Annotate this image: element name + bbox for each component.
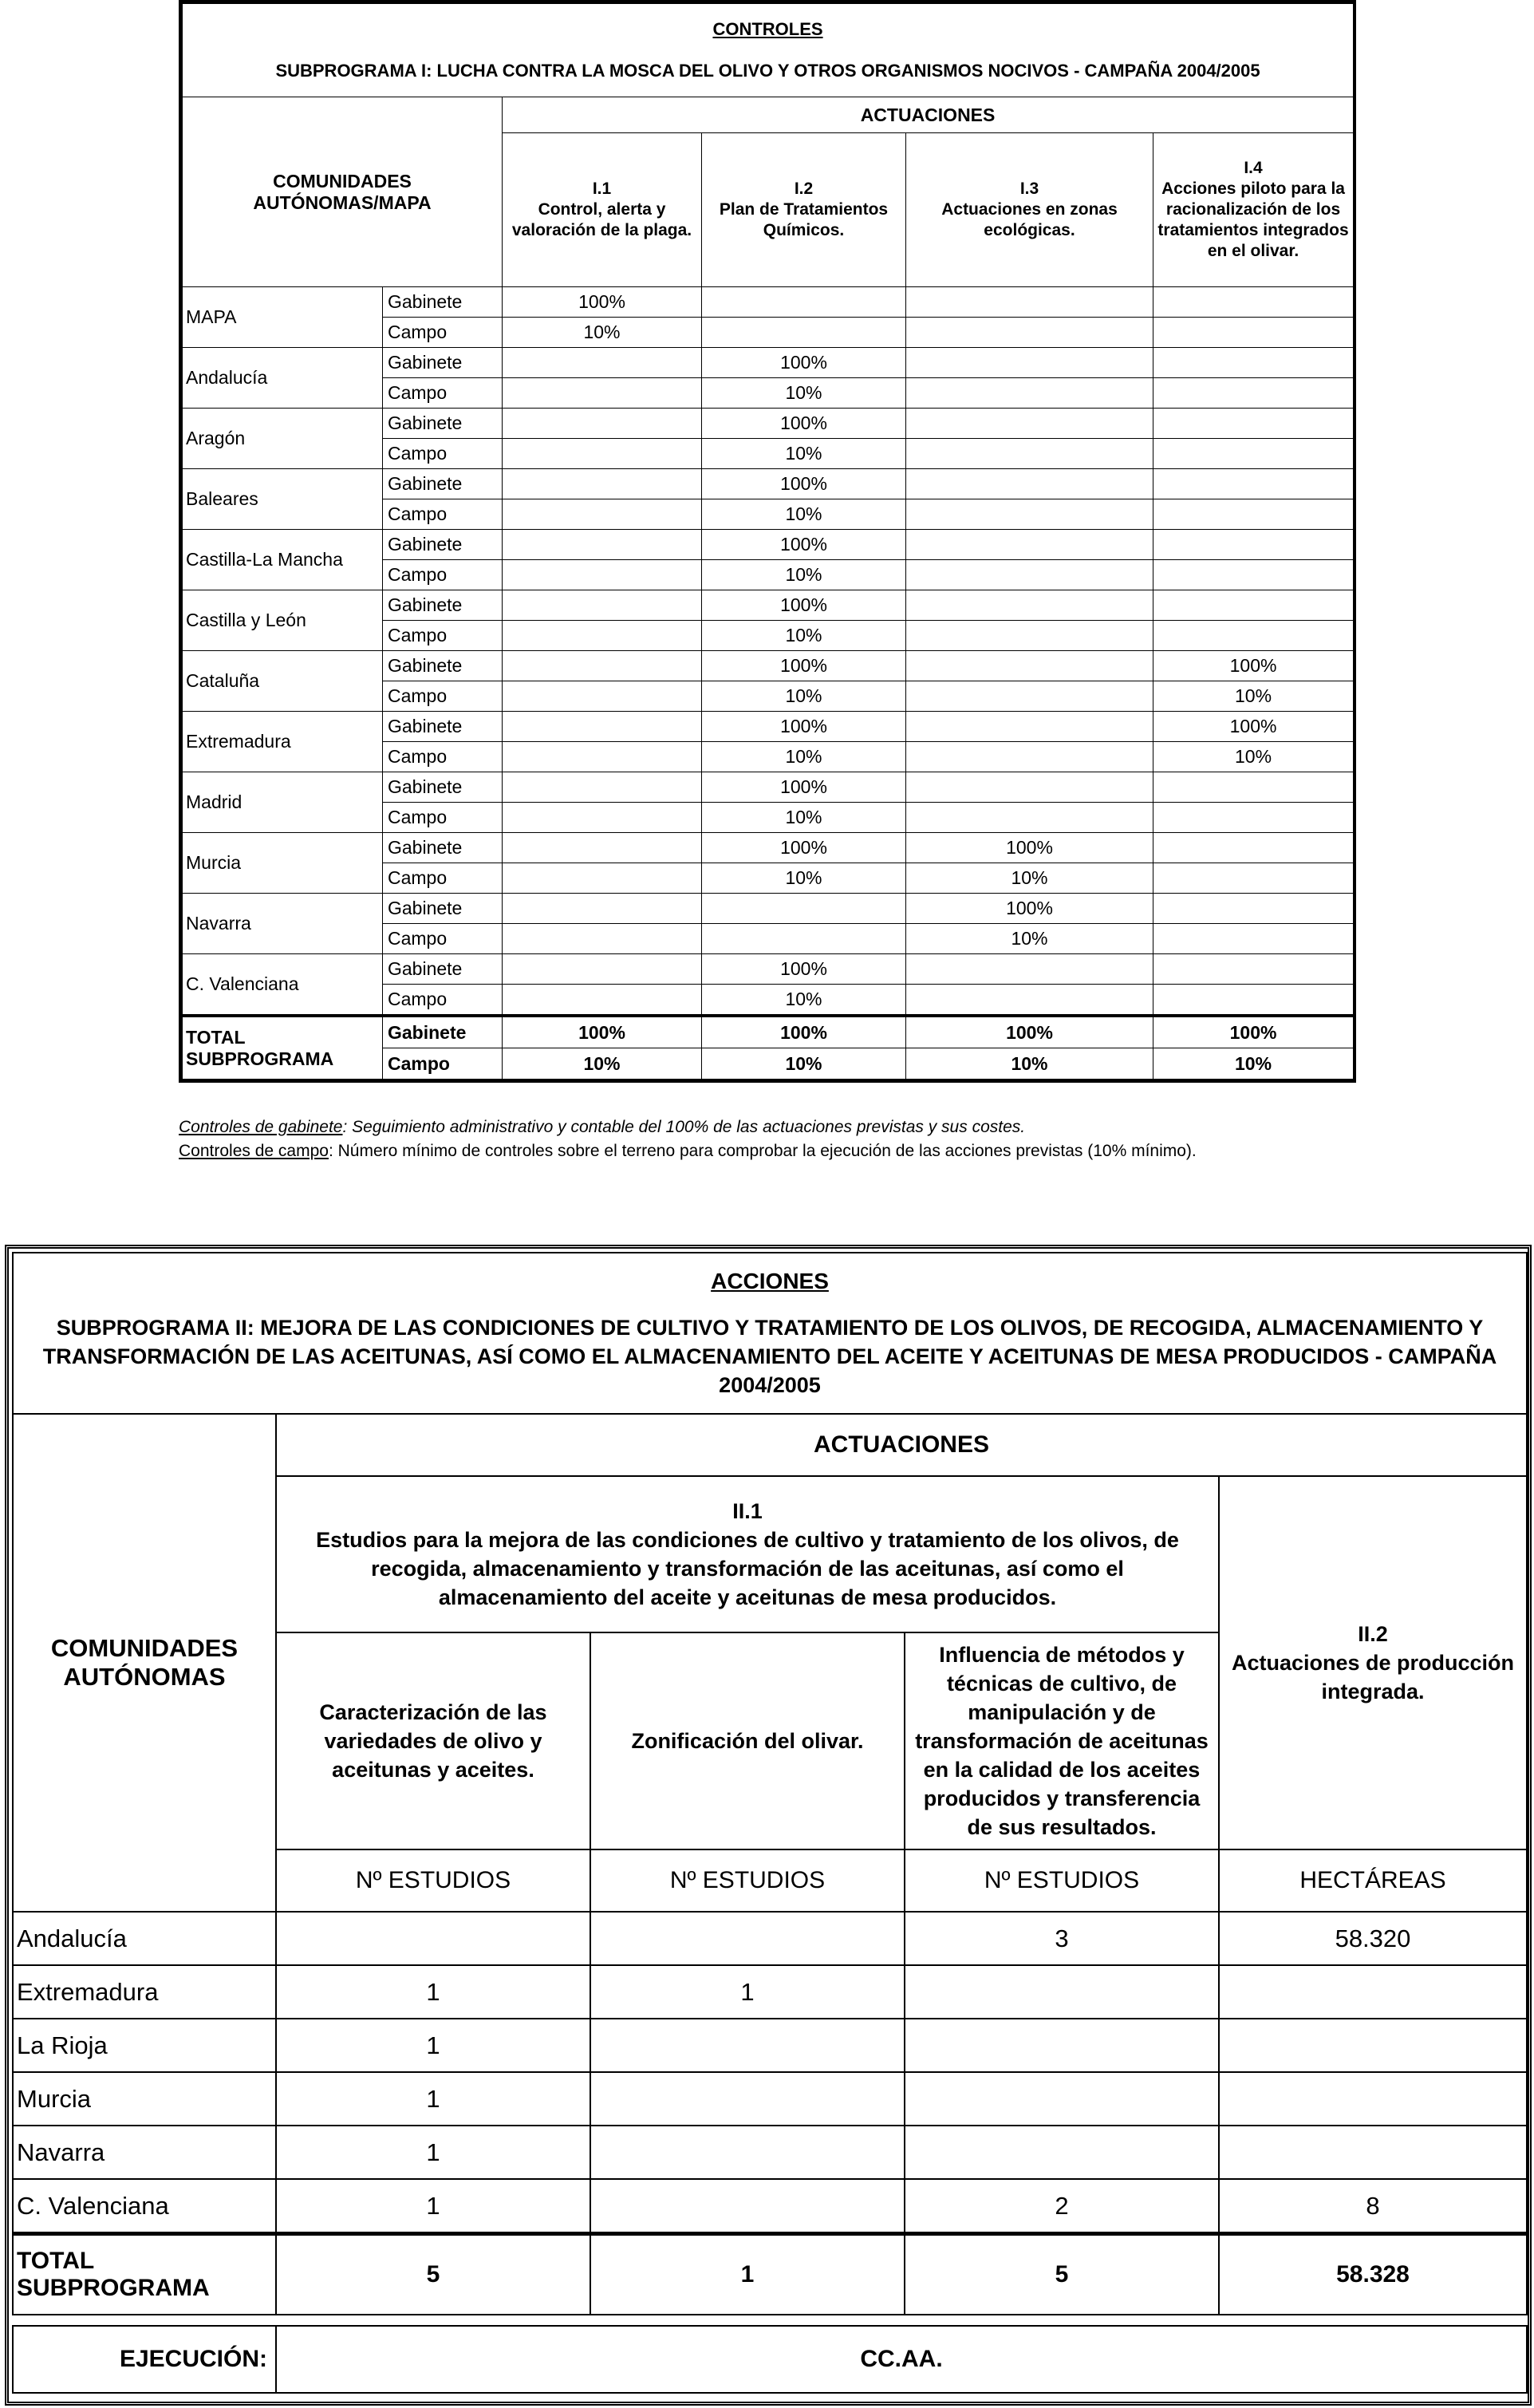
table-cell (503, 530, 702, 560)
control-type: Campo (383, 439, 503, 469)
total-type: Campo (383, 1048, 503, 1080)
table-cell (1153, 318, 1354, 348)
table-cell (906, 985, 1153, 1016)
table-cell (503, 803, 702, 833)
table1-subtitle: SUBPROGRAMA I: LUCHA CONTRA LA MOSCA DEL OLIVO Y OTROS ORGANISMOS NOCIVOS - CAMPAÑA 2004/2005 (275, 61, 1260, 81)
table-cell (503, 590, 702, 621)
unit-header: HECTÁREAS (1219, 1849, 1527, 1912)
table-cell (1153, 985, 1354, 1016)
table-cell (503, 954, 702, 985)
note-campo (179, 1139, 1197, 1163)
table-cell: 2 (905, 2179, 1219, 2234)
table-row (13, 1965, 1527, 2019)
region-name: Baleares (183, 469, 383, 530)
table-cell (503, 439, 702, 469)
ejecucion-value: CC.AA. (276, 2326, 1527, 2393)
comunidades-header: COMUNIDADES AUTÓNOMAS/MAPA (183, 97, 503, 287)
total-type: Gabinete (383, 1016, 503, 1048)
control-type: Campo (383, 560, 503, 590)
region-name: Extremadura (183, 712, 383, 772)
table-cell (906, 681, 1153, 712)
table-cell: 10% (702, 499, 906, 530)
table-cell (503, 894, 702, 924)
control-type: Campo (383, 924, 503, 954)
table-cell (1153, 863, 1354, 894)
table-cell: 100% (702, 469, 906, 499)
total-cell: 100% (906, 1016, 1153, 1048)
table-cell (503, 772, 702, 803)
ejecucion-row (13, 2326, 1527, 2393)
col-i1-text: Control, alerta y valoración de la plaga. (511, 200, 692, 239)
table-cell: 10% (702, 621, 906, 651)
table-cell: 10% (1153, 681, 1354, 712)
table-cell (1153, 560, 1354, 590)
note-gabinete-text: : Seguimiento administrativo y contable del 100% de las actuaciones previstas y sus costes. (342, 1118, 1026, 1136)
ii1-header (276, 1476, 1219, 1632)
table-row (183, 772, 1354, 803)
table-cell (1153, 772, 1354, 803)
control-type: Gabinete (383, 772, 503, 803)
table-cell (1153, 621, 1354, 651)
table-cell: 10% (702, 985, 906, 1016)
table-cell: 10% (702, 681, 906, 712)
note-campo-label: Controles de campo (179, 1142, 329, 1160)
control-type: Campo (383, 985, 503, 1016)
table-cell: 10% (503, 318, 702, 348)
total-cell: 100% (1153, 1016, 1354, 1048)
table-cell (503, 833, 702, 863)
table-row (183, 651, 1354, 681)
table-cell (1153, 833, 1354, 863)
region-name: Castilla-La Mancha (183, 530, 383, 590)
table-row (183, 712, 1354, 742)
table-cell: 10% (906, 863, 1153, 894)
comunidades-header-2: COMUNIDADES AUTÓNOMAS (13, 1414, 276, 1912)
ii2-text: Actuaciones de producción integrada. (1231, 1651, 1515, 1703)
total-cell: 5 (905, 2234, 1219, 2315)
col-i4-code: I.4 (1244, 159, 1263, 177)
note-gabinete-label: Controles de gabinete (179, 1118, 343, 1136)
region-name: Navarra (183, 894, 383, 954)
table-row (183, 348, 1354, 378)
table-cell (1153, 894, 1354, 924)
total-cell: 1 (590, 2234, 905, 2315)
table-cell (906, 499, 1153, 530)
table-cell: 1 (276, 2019, 590, 2072)
col-i3-text: Actuaciones en zonas ecológicas. (941, 200, 1118, 239)
table-cell: 1 (276, 2126, 590, 2179)
control-type: Gabinete (383, 833, 503, 863)
table-cell (906, 318, 1153, 348)
control-type: Campo (383, 318, 503, 348)
region-name: MAPA (183, 287, 383, 348)
table-row (183, 954, 1354, 985)
total-cell: 58.328 (1219, 2234, 1527, 2315)
region-name: C. Valenciana (183, 954, 383, 1016)
region-name: Castilla y León (183, 590, 383, 651)
region-name: C. Valenciana (13, 2179, 276, 2234)
table-cell (702, 287, 906, 318)
table-cell (1219, 2072, 1527, 2126)
table-cell (1219, 2019, 1527, 2072)
control-type: Gabinete (383, 530, 503, 560)
control-type: Gabinete (383, 954, 503, 985)
table-cell (503, 651, 702, 681)
acciones-table-container (5, 1245, 1532, 2406)
region-name: Cataluña (183, 651, 383, 712)
control-type: Gabinete (383, 469, 503, 499)
table-row (183, 894, 1354, 924)
table-cell (906, 651, 1153, 681)
table-cell (906, 772, 1153, 803)
col-i3-code: I.3 (1019, 180, 1039, 198)
table-cell (906, 530, 1153, 560)
table-cell (906, 439, 1153, 469)
table-row (13, 2126, 1527, 2179)
control-type: Gabinete (383, 712, 503, 742)
region-name: La Rioja (13, 2019, 276, 2072)
ii2-code: II.2 (1358, 1622, 1388, 1646)
col-i2-text: Plan de Tratamientos Químicos. (719, 200, 889, 239)
table-cell (503, 742, 702, 772)
total-label: TOTAL SUBPROGRAMA (183, 1016, 383, 1080)
col-i2-header (702, 133, 906, 287)
control-type: Gabinete (383, 287, 503, 318)
table-cell: 8 (1219, 2179, 1527, 2234)
table-cell: 10% (1153, 742, 1354, 772)
table-row (183, 287, 1354, 318)
control-type: Gabinete (383, 590, 503, 621)
total-row (183, 1016, 1354, 1048)
table-cell: 100% (906, 833, 1153, 863)
table-cell (503, 409, 702, 439)
control-type: Gabinete (383, 894, 503, 924)
table1-title-cell (183, 4, 1354, 97)
table-cell (503, 348, 702, 378)
table-cell (503, 924, 702, 954)
table-cell (503, 621, 702, 651)
table-cell (906, 409, 1153, 439)
total-cell: 100% (503, 1016, 702, 1048)
table-cell (905, 2126, 1219, 2179)
table-cell: 1 (276, 1965, 590, 2019)
total-cell: 10% (503, 1048, 702, 1080)
table-cell (1153, 499, 1354, 530)
table-cell (1219, 2126, 1527, 2179)
table2-title-cell (13, 1253, 1527, 1414)
control-type: Campo (383, 742, 503, 772)
table-cell (1153, 469, 1354, 499)
control-type: Campo (383, 499, 503, 530)
table-cell (1153, 803, 1354, 833)
controles-table (182, 3, 1354, 1080)
ii1-code: II.1 (732, 1499, 763, 1523)
total-cell: 100% (702, 1016, 906, 1048)
table-cell: 10% (906, 924, 1153, 954)
table-row (183, 469, 1354, 499)
table-cell (1153, 954, 1354, 985)
table-cell: 100% (702, 712, 906, 742)
table-cell (503, 560, 702, 590)
region-name: Madrid (183, 772, 383, 833)
table-cell: 100% (702, 409, 906, 439)
region-name: Navarra (13, 2126, 276, 2179)
table-cell (906, 590, 1153, 621)
table-cell: 100% (702, 651, 906, 681)
table-row (183, 833, 1354, 863)
ejecucion-label: EJECUCIÓN: (13, 2326, 276, 2393)
table-cell: 58.320 (1219, 1912, 1527, 1965)
table-cell (503, 499, 702, 530)
table-cell (905, 1965, 1219, 2019)
col-i3-header (906, 133, 1153, 287)
table-cell (906, 287, 1153, 318)
total-cell: 5 (276, 2234, 590, 2315)
table-cell (1153, 530, 1354, 560)
actuaciones-header-2: ACTUACIONES (276, 1414, 1527, 1476)
controles-table-container (179, 0, 1356, 1083)
control-type: Campo (383, 621, 503, 651)
table-cell (590, 2126, 905, 2179)
table-cell (702, 894, 906, 924)
notes (179, 1115, 1197, 1163)
table-cell (590, 2019, 905, 2072)
table-cell (503, 985, 702, 1016)
note-campo-text: : Número mínimo de controles sobre el terreno para comprobar la ejecución de las acciones previstas (10% mínimo). (328, 1142, 1197, 1160)
table-row (183, 409, 1354, 439)
actuaciones-header: ACTUACIONES (503, 97, 1354, 133)
region-name: Andalucía (13, 1912, 276, 1965)
unit-header: Nº ESTUDIOS (590, 1849, 905, 1912)
col-i4-header (1153, 133, 1354, 287)
table-cell (906, 560, 1153, 590)
table-row (183, 590, 1354, 621)
table-cell (590, 1912, 905, 1965)
table-cell (1153, 439, 1354, 469)
table-cell (1153, 924, 1354, 954)
note-gabinete (179, 1115, 1197, 1139)
sub-col-influencia: Influencia de métodos y técnicas de cultivo, de manipulación y de transformación de aceitunas en la calidad de los aceites producidos y transferencia de sus resultados. (905, 1632, 1219, 1849)
table-cell: 100% (1153, 651, 1354, 681)
table-row (13, 2072, 1527, 2126)
table-row (13, 2179, 1527, 2234)
table-row (13, 2019, 1527, 2072)
table-cell (1153, 348, 1354, 378)
control-type: Campo (383, 803, 503, 833)
table-cell (1153, 378, 1354, 409)
table-cell (905, 2019, 1219, 2072)
table-cell (590, 2179, 905, 2234)
table-cell: 10% (702, 560, 906, 590)
sub-col-zonificacion: Zonificación del olivar. (590, 1632, 905, 1849)
table-cell: 100% (702, 833, 906, 863)
table-cell (503, 681, 702, 712)
table-cell: 3 (905, 1912, 1219, 1965)
col-i2-code: I.2 (794, 180, 814, 198)
unit-header: Nº ESTUDIOS (905, 1849, 1219, 1912)
table-cell (702, 318, 906, 348)
table-cell: 1 (276, 2179, 590, 2234)
table1-title: CONTROLES (712, 19, 823, 39)
acciones-table (12, 1252, 1528, 2394)
table-cell (702, 924, 906, 954)
table-cell: 100% (702, 590, 906, 621)
table-cell: 100% (702, 772, 906, 803)
table-cell: 100% (503, 287, 702, 318)
table-cell (590, 2072, 905, 2126)
table-cell (503, 469, 702, 499)
table-cell (503, 712, 702, 742)
table-cell (503, 863, 702, 894)
table2-subtitle: SUBPROGRAMA II: MEJORA DE LAS CONDICIONES DE CULTIVO Y TRATAMIENTO DE LOS OLIVOS, DE RECOGIDA, ALMACENAMIENTO Y TRANSFORMACIÓN DE LAS ACEITUNAS, ASÍ COMO EL ALMACENAMIENTO DEL ACEITE Y ACEITUNAS DE MESA PRODUCIDOS - CAMPAÑA 2004/2005 (42, 1316, 1497, 1397)
table-cell (1153, 287, 1354, 318)
control-type: Campo (383, 681, 503, 712)
table-cell (276, 1912, 590, 1965)
table-cell: 10% (702, 863, 906, 894)
table-cell (906, 469, 1153, 499)
table-cell (503, 378, 702, 409)
total-cell: 10% (1153, 1048, 1354, 1080)
total-cell: 10% (702, 1048, 906, 1080)
sub-col-caracterizacion: Caracterización de las variedades de olivo y aceitunas y aceites. (276, 1632, 590, 1849)
table-cell: 10% (702, 803, 906, 833)
table-cell (905, 2072, 1219, 2126)
table-cell: 10% (702, 742, 906, 772)
table-cell: 10% (702, 378, 906, 409)
table-row (13, 1912, 1527, 1965)
ii2-header (1219, 1476, 1527, 1849)
total-cell: 10% (906, 1048, 1153, 1080)
table-cell: 100% (702, 954, 906, 985)
table-cell: 1 (276, 2072, 590, 2126)
col-i1-code: I.1 (592, 180, 612, 198)
table-cell: 100% (702, 348, 906, 378)
table-cell (906, 621, 1153, 651)
table-cell (1219, 1965, 1527, 2019)
region-name: Extremadura (13, 1965, 276, 2019)
region-name: Murcia (13, 2072, 276, 2126)
table-cell: 10% (702, 439, 906, 469)
control-type: Gabinete (383, 409, 503, 439)
table-cell (906, 348, 1153, 378)
spacer-row (13, 2315, 1527, 2326)
spacer (13, 2315, 1527, 2326)
region-name: Andalucía (183, 348, 383, 409)
col-i1-header (503, 133, 702, 287)
unit-header: Nº ESTUDIOS (276, 1849, 590, 1912)
region-name: Aragón (183, 409, 383, 469)
col-i4-text: Acciones piloto para la racionalización de los tratamientos integrados en el olivar. (1157, 180, 1349, 260)
table-cell (906, 712, 1153, 742)
table-cell (1153, 409, 1354, 439)
table-cell: 100% (702, 530, 906, 560)
control-type: Campo (383, 378, 503, 409)
table2-title: ACCIONES (711, 1269, 829, 1293)
table-cell: 100% (1153, 712, 1354, 742)
total-row (13, 2234, 1527, 2315)
table-cell (1153, 590, 1354, 621)
ii1-text: Estudios para la mejora de las condiciones de cultivo y tratamiento de los olivos, de recogida, almacenamiento y transformación de las aceitunas, así como el almacenamiento del aceite y aceitunas de mesa producidos. (316, 1528, 1179, 1609)
control-type: Gabinete (383, 348, 503, 378)
table-cell (906, 742, 1153, 772)
control-type: Campo (383, 863, 503, 894)
table-row (183, 530, 1354, 560)
table-cell: 1 (590, 1965, 905, 2019)
table-cell (906, 803, 1153, 833)
table-cell (906, 954, 1153, 985)
total-label: TOTAL SUBPROGRAMA (13, 2234, 276, 2315)
control-type: Gabinete (383, 651, 503, 681)
table-cell: 100% (906, 894, 1153, 924)
region-name: Murcia (183, 833, 383, 894)
table-cell (906, 378, 1153, 409)
